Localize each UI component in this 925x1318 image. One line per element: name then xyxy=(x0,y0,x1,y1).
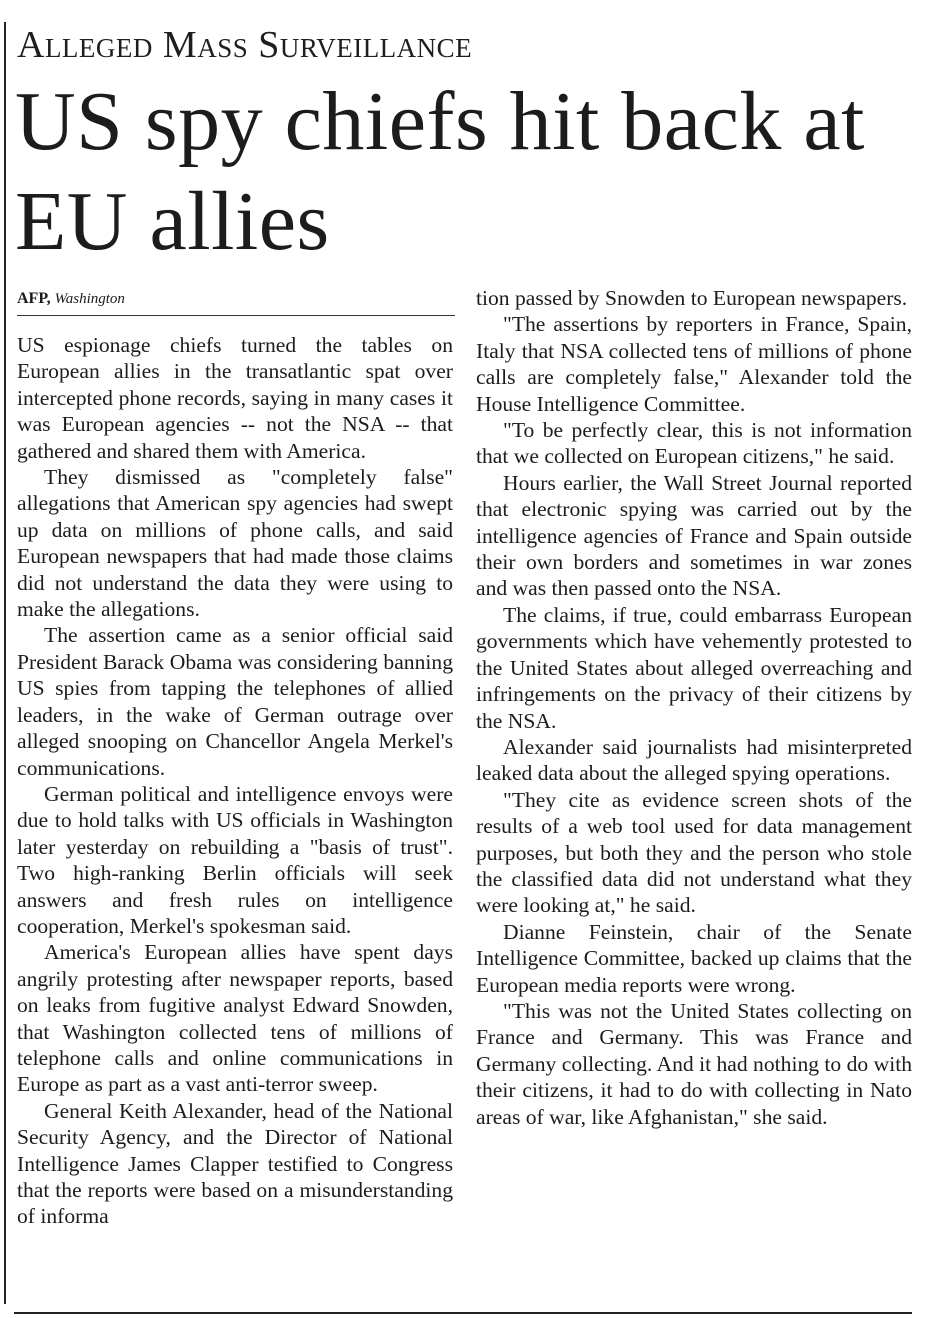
byline-dateline: Washington xyxy=(54,291,125,307)
paragraph: "This was not the United States collecting on France and Germany. This was France and Germany collecting. And it had nothing to do with their citizens, it had to do with collecting in Nato areas of war, like Afghanistan," she said. xyxy=(476,998,913,1129)
article-column-left xyxy=(17,332,453,1230)
byline-rule xyxy=(17,315,455,316)
paragraph: Dianne Feinstein, chair of the Senate Intelligence Committee, backed up claims that the European media reports were wrong. xyxy=(476,919,912,997)
paragraph: America's European allies have spent days angrily protesting after newspaper reports, based on leaks from fugitive analyst Edward Snowden, that Washington collected tens of millions of telephone calls and online communications in Europe as part as a vast anti-terror sweep. xyxy=(17,940,453,1097)
paragraph: They dismissed as "completely false" allegations that American spy agencies had swept up data on millions of phone calls, and said European newspapers that had made those claims did not understand the data they were using to make the allegations. xyxy=(17,465,453,622)
paragraph: German political and intelligence envoys were due to hold talks with US officials in Washington later yesterday on rebuilding a "basis of trust". Two high-ranking Berlin officials will seek answers and fresh rules on intelligence cooperation, Merkel's spokesman said. xyxy=(17,781,453,938)
paragraph: "They cite as evidence screen shots of the results of a web tool used for data management purposes, but both they and the person who stole the classified data did not understand what they were looking at," he said. xyxy=(476,787,912,918)
kicker: Alleged Mass Surveillance xyxy=(17,24,473,66)
article-column-right xyxy=(476,285,912,1130)
paragraph: Alexander said journalists had misinterpreted leaked data about the alleged spying operations. xyxy=(476,734,912,786)
paragraph: "To be perfectly clear, this is not information that we collected on European citizens," he said. xyxy=(476,418,912,469)
byline xyxy=(17,289,125,309)
paragraph: Hours earlier, the Wall Street Journal reported that electronic spying was carried out by the intelligence agencies of France and Spain outside their own borders and sometimes in war zones and was then passed onto the NSA. xyxy=(476,470,912,601)
paragraph: tion passed by Snowden to European newspapers. xyxy=(476,286,908,310)
headline: US spy chiefs hit back at EU allies xyxy=(15,75,865,268)
paragraph: US espionage chiefs turned the tables on European allies in the transatlantic spat over intercepted phone records, saying in many cases it was European agencies -- not the NSA -- that gathered and shared them with America. xyxy=(17,333,453,463)
byline-agency: AFP, xyxy=(17,290,51,307)
paragraph: "The assertions by reporters in France, Spain, Italy that NSA collected tens of millions of phone calls are completely false," Alexander told the House Intelligence Committee. xyxy=(476,312,912,416)
left-column-rule xyxy=(4,22,6,1304)
paragraph: The claims, if true, could embarrass European governments which have vehemently protested to the United States about alleged overreaching and infringements on the privacy of their citizens by the NSA. xyxy=(476,602,912,733)
paragraph: The assertion came as a senior official said President Barack Obama was considering banning US spies from tapping the telephones of allied leaders, in the wake of German outrage over alleged snooping on Chancellor Angela Merkel's communications. xyxy=(17,623,453,780)
paragraph: General Keith Alexander, head of the National Security Agency, and the Director of National Intelligence James Clapper testified to Congress that the reports were based on a misunderstanding of informa xyxy=(17,1098,453,1229)
bottom-rule xyxy=(14,1312,912,1314)
